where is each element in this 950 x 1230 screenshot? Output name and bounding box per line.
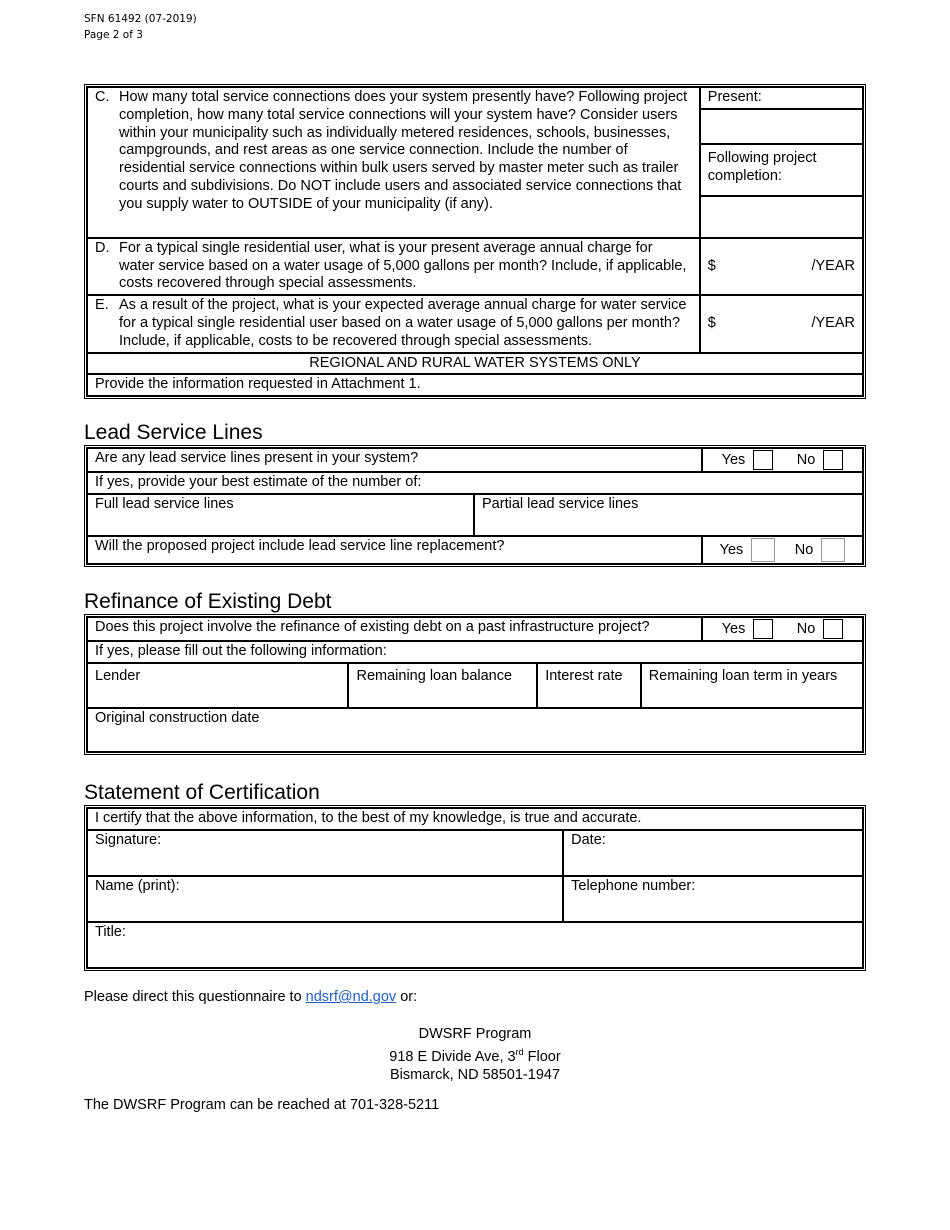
partial-lead-lines-label: Partial lead service lines — [482, 495, 639, 512]
yes-label: Yes — [721, 620, 746, 637]
page-number: Page 2 of 3 — [84, 29, 143, 41]
lead-replacement-yes-no — [702, 536, 863, 564]
lead-present-question: Are any lead service lines present in your system? — [87, 448, 702, 472]
per-year-label: /YEAR — [811, 314, 855, 331]
lead-section-title: Lead Service Lines — [84, 421, 263, 444]
regional-instruction: Provide the information requested in Attachment 1. — [87, 374, 863, 396]
refinance-yes-no — [702, 617, 863, 641]
annual-charge-expected-field[interactable] — [700, 295, 863, 352]
remaining-balance-field[interactable] — [348, 663, 537, 708]
question-e — [87, 295, 700, 352]
refinance-yes-checkbox[interactable] — [753, 619, 773, 639]
telephone-field[interactable] — [563, 876, 863, 922]
date-field[interactable] — [563, 830, 863, 876]
form-header — [84, 11, 197, 43]
refinance-section-title: Refinance of Existing Debt — [84, 590, 332, 613]
direct-suffix: or: — [400, 989, 418, 1005]
certification-table — [84, 805, 866, 971]
street-text: 918 E Divide Ave, 3 — [389, 1048, 516, 1065]
lead-replacement-yes-checkbox[interactable] — [751, 538, 775, 562]
question-d-letter: D. — [95, 239, 110, 256]
street-address — [0, 1043, 950, 1066]
date-label: Date: — [571, 831, 606, 848]
email-link[interactable]: ndsrf@nd.gov — [305, 989, 397, 1005]
lead-present-yes-checkbox[interactable] — [753, 450, 773, 470]
lead-present-no-checkbox[interactable] — [823, 450, 843, 470]
refinance-question: Does this project involve the refinance of existing debt on a past infrastructure project? — [87, 617, 702, 641]
per-year-label: /YEAR — [811, 257, 855, 274]
title-field[interactable] — [87, 922, 863, 968]
program-name: DWSRF Program — [418, 1026, 532, 1042]
question-d-text: For a typical single residential user, what is your present average annual charge for water service based on a water usage of 5,000 gallons per month? Include, if applicable, costs recovered through special assessments. — [119, 239, 687, 292]
signature-label: Signature: — [95, 831, 162, 848]
title-label: Title: — [95, 923, 126, 940]
refinance-table — [84, 614, 866, 755]
refinance-instruction: If yes, please fill out the following information: — [87, 641, 863, 663]
following-input[interactable] — [700, 196, 863, 238]
lead-present-yes-no — [702, 448, 863, 472]
currency-symbol: $ — [707, 314, 716, 331]
construction-date-label: Original construction date — [95, 709, 260, 726]
refinance-no-checkbox[interactable] — [823, 619, 843, 639]
form-id: SFN 61492 (07-2019) — [84, 13, 197, 25]
lead-replacement-question: Will the proposed project include lead service line replacement? — [87, 536, 702, 564]
direct-questionnaire-line — [84, 989, 417, 1005]
direct-prefix: Please direct this questionnaire to — [84, 989, 302, 1005]
remaining-balance-label: Remaining loan balance — [356, 667, 513, 684]
yes-label: Yes — [719, 541, 744, 558]
remaining-term-field[interactable] — [641, 663, 863, 708]
certification-statement: I certify that the above information, to the best of my knowledge, is true and accurate. — [87, 808, 863, 830]
partial-lead-lines-field[interactable] — [474, 494, 863, 536]
construction-date-field[interactable] — [87, 708, 863, 752]
annual-charge-present-field[interactable] — [700, 238, 863, 295]
currency-symbol: $ — [707, 257, 716, 274]
signature-field[interactable] — [87, 830, 563, 876]
name-print-field[interactable] — [87, 876, 563, 922]
lead-replacement-no-checkbox[interactable] — [821, 538, 845, 562]
lead-estimate-instruction: If yes, provide your best estimate of the number of: — [87, 472, 863, 494]
city-state-zip: Bismarck, ND 58501-1947 — [389, 1066, 561, 1083]
present-label: Present: — [700, 87, 863, 109]
lead-table — [84, 445, 866, 567]
full-lead-lines-field[interactable] — [87, 494, 474, 536]
questions-table — [84, 84, 866, 399]
question-d — [87, 238, 700, 295]
remaining-term-label: Remaining loan term in years — [648, 667, 838, 684]
mailing-address — [0, 1025, 950, 1084]
following-label: Following project completion: — [700, 144, 863, 196]
certification-section-title: Statement of Certification — [84, 781, 320, 804]
full-lead-lines-label: Full lead service lines — [95, 495, 234, 512]
present-input[interactable] — [700, 109, 863, 144]
no-label: No — [796, 620, 816, 637]
question-c — [87, 87, 700, 238]
name-print-label: Name (print): — [95, 877, 180, 894]
interest-rate-label: Interest rate — [545, 667, 623, 684]
contact-phone-line: The DWSRF Program can be reached at 701-328-5211 — [84, 1097, 440, 1113]
floor-ordinal: rd — [515, 1047, 524, 1057]
lender-label: Lender — [95, 667, 141, 684]
lender-field[interactable] — [87, 663, 348, 708]
question-c-letter: C. — [95, 89, 110, 105]
question-e-text: As a result of the project, what is your expected average annual charge for water service for a typical single residential user based on a water usage of 5,000 gallons per month? Include, if applicable, costs to be recovered through special assessments. — [119, 297, 687, 349]
question-e-letter: E. — [95, 297, 109, 314]
floor-text: Floor — [527, 1048, 561, 1065]
no-label: No — [796, 451, 816, 468]
interest-rate-field[interactable] — [537, 663, 641, 708]
regional-heading: REGIONAL AND RURAL WATER SYSTEMS ONLY — [87, 353, 863, 375]
no-label: No — [794, 541, 814, 558]
yes-label: Yes — [721, 451, 746, 468]
telephone-label: Telephone number: — [571, 877, 696, 894]
question-c-text: How many total service connections does your system presently have? Following project completion, how many total service connections will your system have? Consider users within your municipality such as individually metered residences, schools, businesses, campgrounds, and rest areas as one service connection. Include the number of residential service connections within bulk users served by master meter such as trailer courts and subdivisions. Do NOT include users and associated service connections that you supply water to OUTSIDE of your municipality (if any). — [119, 89, 688, 212]
